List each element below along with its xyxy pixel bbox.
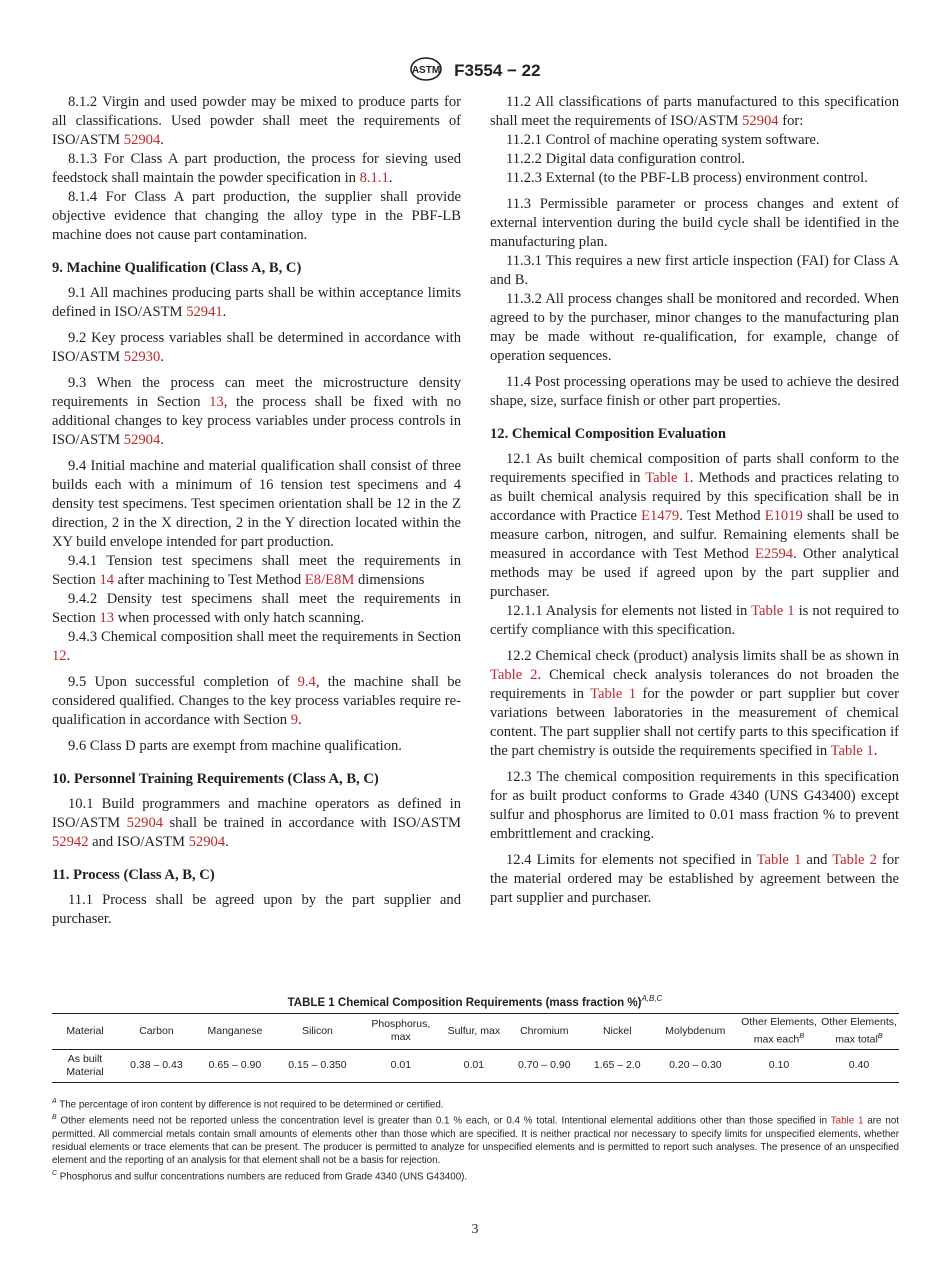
cell-silicon: 0.15 – 0.350: [275, 1049, 360, 1082]
para-11-2-3: 11.2.3 External (to the PBF-LB process) environment control.: [506, 170, 868, 186]
col-silicon: Silicon: [275, 1014, 360, 1050]
cell-other-total: 0.40: [819, 1049, 899, 1082]
cell-nickel: 1.65 – 2.0: [583, 1049, 652, 1082]
para-12-3: 12.3 The chemical composition requirements in this specification for as built product conforms to Grade 4340 (UNS G43400) except sulfur and phosphorus are limited to 0.01 mass fraction % to prevent embrittlement and cracking.: [490, 769, 899, 842]
ref-link[interactable]: Table 2: [832, 852, 877, 868]
ref-link[interactable]: 12: [52, 648, 67, 664]
cell-chromium: 0.70 – 0.90: [506, 1049, 583, 1082]
col-other-total: Other Elements, max total$^B$: [819, 1014, 899, 1050]
ref-link[interactable]: E1019: [764, 508, 803, 524]
para-11-3: 11.3 Permissible parameter or process changes and extent of external intervention during the build cycle shall be identified in the manufacturing plan.: [490, 196, 899, 250]
cell-carbon: 0.38 – 0.43: [118, 1049, 195, 1082]
page-number: 3: [471, 1222, 479, 1237]
para-8-1-2: 8.1.2 Virgin and used powder may be mixed to produce parts for all classifications. Used powder shall meet the requirements of ISO/ASTM 52904.: [52, 94, 461, 148]
col-carbon: Carbon: [118, 1014, 195, 1050]
col-molybdenum: Molybdenum: [652, 1014, 739, 1050]
footnote-a: $^A$ The percentage of iron content by difference is not required to be determined or certified.: [52, 1098, 444, 1111]
cell-phosphorus: 0.01: [360, 1049, 442, 1082]
ref-link[interactable]: Table 2: [490, 667, 538, 683]
table-header-row: [52, 1014, 899, 1050]
ref-link[interactable]: 13: [99, 610, 115, 626]
ref-link[interactable]: 13: [209, 394, 224, 410]
chemical-composition-table: [52, 1013, 899, 1083]
section-heading-9: 9. Machine Qualification (Class A, B, C): [52, 260, 302, 276]
right-column: [490, 93, 899, 908]
para-12-4: 12.4 Limits for elements not specified in Table 1 and Table 2 for the material ordered may be established by agreement between the part supplier and purchaser.: [490, 852, 900, 906]
astm-logo: [409, 56, 443, 87]
table-row: [52, 1049, 899, 1082]
para-12-2: 12.2 Chemical check (product) analysis limits shall be as shown in Table 2. Chemical check analysis tolerances do not broaden the requirements in Table 1 for the powder or part supplier but cover variations between laboratories in the measurement of chemical content. The part supplier shall not certify parts to this specification if the part chemistry is outside the requirements specified in Table 1.: [490, 648, 899, 759]
section-heading-12: 12. Chemical Composition Evaluation: [490, 426, 726, 442]
section-heading-10: 10. Personnel Training Requirements (Class A, B, C): [52, 771, 379, 787]
para-9-4-3: 9.4.3 Chemical composition shall meet the requirements in Section 12.: [52, 629, 461, 664]
para-9-4-1: 9.4.1 Tension test specimens shall meet the requirements in Section 14 after machining to Test Method E8/E8M dimensions: [52, 553, 461, 588]
para-8-1-4: 8.1.4 For Class A part production, the supplier shall provide objective evidence that changing the alloy type in the PBF-LB machine does not cause part contamination.: [52, 189, 461, 243]
ref-link[interactable]: 52942: [52, 834, 89, 850]
table-1-title: TABLE 1 Chemical Composition Requirements (mass fraction %)$^{A,B,C}$: [287, 994, 663, 1009]
para-12-1-1: 12.1.1 Analysis for elements not listed in Table 1 is not required to certify compliance with this specification.: [490, 603, 899, 638]
para-11-3-1: 11.3.1 This requires a new first article inspection (FAI) for Class A and B.: [490, 253, 899, 288]
para-11-2-2: 11.2.2 Digital data configuration control.: [506, 151, 745, 167]
ref-link[interactable]: Table 1: [830, 743, 874, 759]
para-12-1: 12.1 As built chemical composition of parts shall conform to the requirements specified in Table 1. Methods and practices relating to as built chemical analysis required by this specification shall be in accordance with Practice E1479. Test Method E1019 shall be used to measure carbon, nitrogen, and sulfur. Remaining elements shall be measured in accordance with Test Method E2594. Other analytical methods may be used if agreed upon by the part supplier and purchaser.: [490, 451, 899, 600]
cell-manganese: 0.65 – 0.90: [195, 1049, 275, 1082]
para-8-1-3: 8.1.3 For Class A part production, the process for sieving used feedstock shall maintain the powder specification in 8.1.1.: [52, 151, 461, 186]
ref-link[interactable]: 52904: [126, 815, 164, 831]
cell-material: As built Material: [52, 1049, 118, 1082]
ref-link[interactable]: 52904: [123, 432, 161, 448]
section-heading-11: 11. Process (Class A, B, C): [52, 867, 215, 883]
ref-link[interactable]: Table 1: [830, 1115, 864, 1127]
para-9-2: 9.2 Key process variables shall be determined in accordance with ISO/ASTM 52930.: [52, 330, 461, 365]
para-9-5: 9.5 Upon successful completion of 9.4, the machine shall be considered qualified. Changes to the key process variables require re-qualification in accordance with Section 9.: [52, 674, 461, 728]
para-9-1: 9.1 All machines producing parts shall be within acceptance limits defined in ISO/ASTM 52941.: [52, 285, 461, 320]
footnote-c: $^C$ Phosphorus and sulfur concentrations numbers are reduced from Grade 4340 (UNS G43400).: [52, 1169, 468, 1182]
ref-link[interactable]: Table 1: [756, 852, 802, 868]
para-11-2: 11.2 All classifications of parts manufactured to this specification shall meet the requirements of ISO/ASTM 52904 for:: [490, 94, 899, 129]
cell-other-each: 0.10: [739, 1049, 819, 1082]
ref-link[interactable]: 9: [290, 712, 298, 728]
col-manganese: Manganese: [195, 1014, 275, 1050]
ref-link[interactable]: 52904: [123, 132, 161, 148]
para-9-4: 9.4 Initial machine and material qualification shall consist of three builds each with a minimum of 16 tension test specimens and 4 density test specimens. Test specimen orientation shall be 12 in the Z direction, 2 in the X direction, 2 in the Y direction located within the XY build envelope intended for part production.: [52, 458, 461, 550]
ref-link[interactable]: Table 1: [645, 470, 690, 486]
ref-link[interactable]: E2594: [754, 546, 794, 562]
ref-link[interactable]: 52930: [123, 349, 161, 365]
ref-link[interactable]: 8.1.1: [359, 170, 389, 186]
cell-sulfur: 0.01: [442, 1049, 506, 1082]
col-chromium: Chromium: [506, 1014, 583, 1050]
para-9-3: 9.3 When the process can meet the microstructure density requirements in Section 13, the process shall be fixed with no additional changes to key process variables under process controls in ISO/ASTM 52904.: [52, 375, 461, 448]
ref-link[interactable]: E8/E8M: [304, 572, 355, 588]
para-11-1: 11.1 Process shall be agreed upon by the part supplier and purchaser.: [52, 892, 461, 927]
table-footnotes: [52, 1095, 899, 1183]
col-nickel: Nickel: [583, 1014, 652, 1050]
ref-link[interactable]: 9.4: [297, 674, 316, 690]
para-9-6: 9.6 Class D parts are exempt from machine qualification.: [68, 738, 402, 754]
ref-link[interactable]: Table 1: [590, 686, 637, 702]
left-column: [52, 93, 461, 929]
col-other-each: Other Elements, max each$^B$: [739, 1014, 819, 1050]
para-11-2-1: 11.2.1 Control of machine operating system software.: [506, 132, 820, 148]
para-9-4-2: 9.4.2 Density test specimens shall meet the requirements in Section 13 when processed with only hatch scanning.: [52, 591, 461, 626]
ref-link[interactable]: 52904: [188, 834, 226, 850]
para-11-3-2: 11.3.2 All process changes shall be monitored and recorded. When agreed to by the purchaser, minor changes to the manufacturing plan may be made without re-qualification, for example, change of operation sequences.: [490, 291, 899, 364]
ref-link[interactable]: 52941: [186, 304, 223, 320]
ref-link[interactable]: 52904: [742, 113, 779, 129]
cell-molybdenum: 0.20 – 0.30: [652, 1049, 739, 1082]
designation: F3554 − 22: [454, 60, 541, 80]
col-material: Material: [52, 1014, 118, 1050]
svg-text:ASTM: ASTM: [412, 65, 441, 76]
ref-link[interactable]: E1479: [641, 508, 680, 524]
col-phosphorus: Phosphorus, max: [360, 1014, 442, 1050]
ref-link[interactable]: 14: [99, 572, 115, 588]
col-sulfur: Sulfur, max: [442, 1014, 506, 1050]
footnote-b: $^B$ Other elements need not be reported unless the concentration level is greater than 0.1 % each, or 0.4 % total. Intentional elemental additions other than those specified in Table 1 are not permitted. All commercial metals contain small amounts of elements other than those which are specified. It is neither practical nor necessary to specify limits for unspecified elements, whether residual elements or trace elements that can be present. The producer is permitted to analyze for unspecified elements and is permitted to report such analyses. The presence of an unspecified element and the reporting of an analysis for that element shall not be a basis for rejection.: [52, 1114, 899, 1166]
para-11-4: 11.4 Post processing operations may be used to achieve the desired shape, size, surface finish or other part properties.: [490, 374, 899, 409]
ref-link[interactable]: Table 1: [751, 603, 795, 619]
para-10-1: 10.1 Build programmers and machine operators as defined in ISO/ASTM 52904 shall be trained in accordance with ISO/ASTM 52942 and ISO/ASTM 52904.: [52, 796, 462, 850]
page-header: [0, 56, 950, 87]
